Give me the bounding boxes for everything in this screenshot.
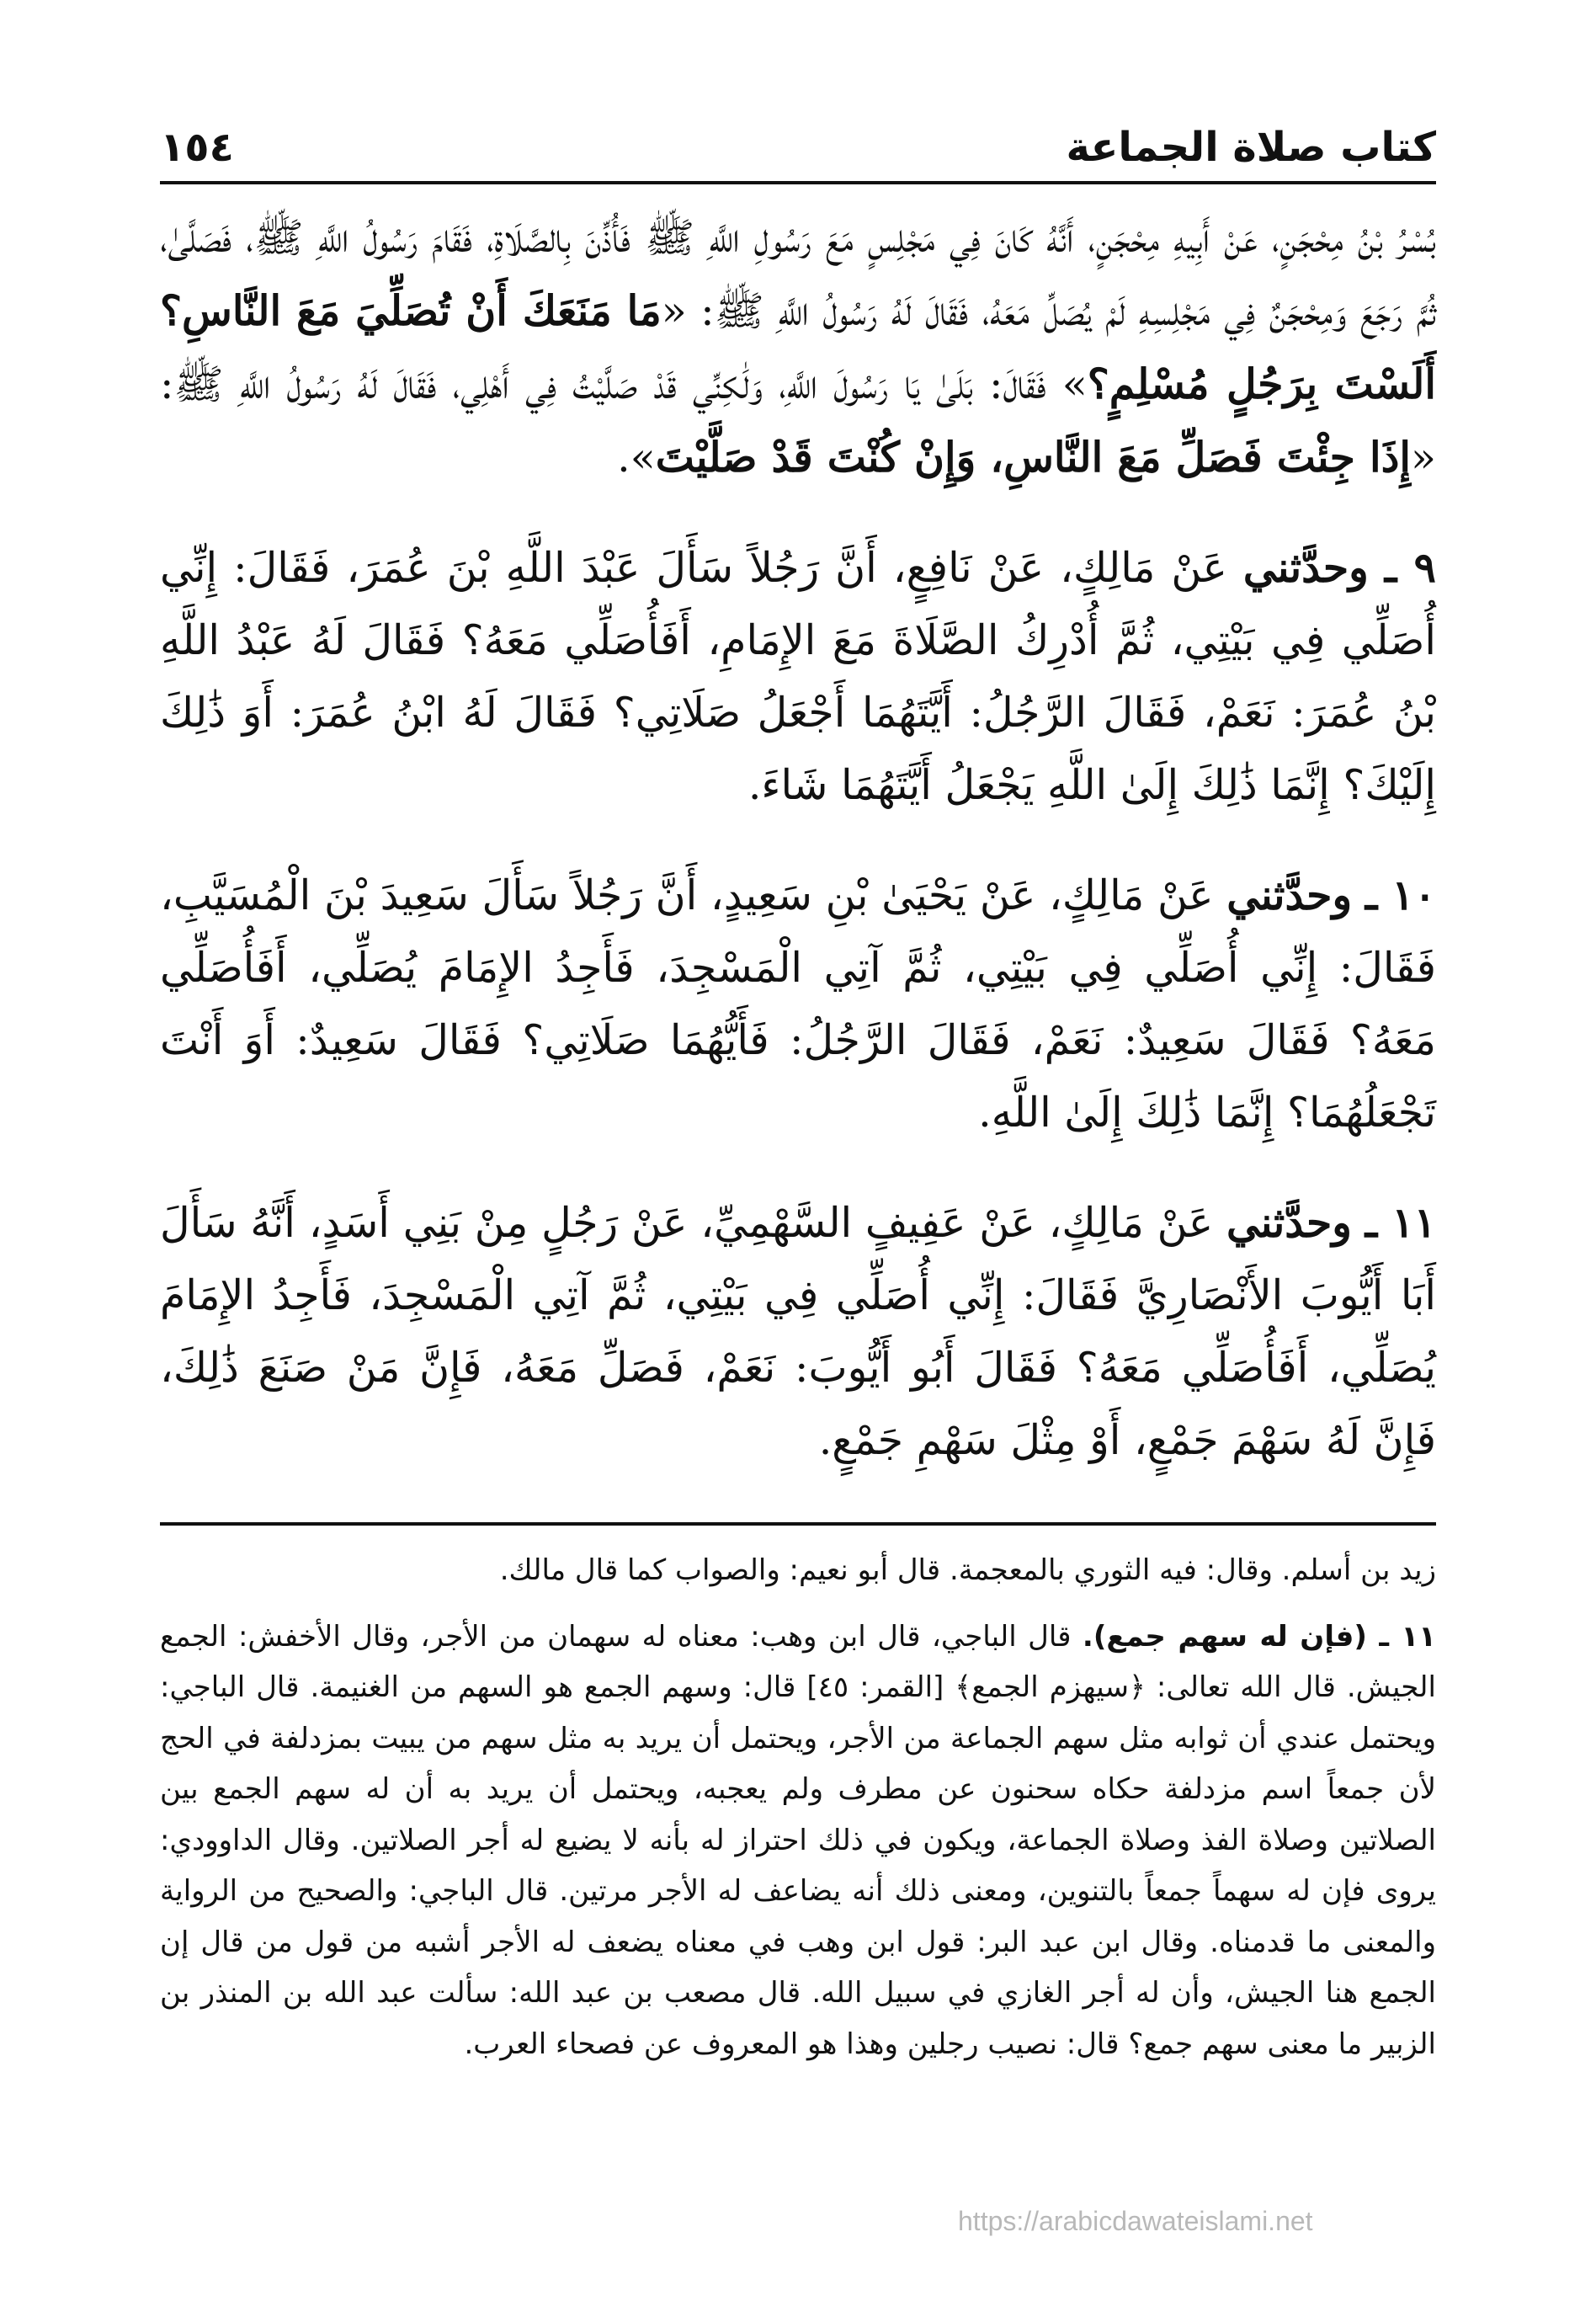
- page-header: [160, 105, 1436, 173]
- watermark-url: https://arabicdawateislami.net: [958, 2206, 1313, 2236]
- footnote-heading: ١١ ـ (فإن له سهم جمع).: [1082, 1619, 1437, 1654]
- hadith-9: [160, 531, 1436, 822]
- hadith-text: عَنْ مَالِكٍ، عَنْ يَحْيَىٰ بْنِ سَعِيدٍ، أَنَّ رَجُلاً سَأَلَ سَعِيدَ بْنَ الْمُسَيَّبِ، فَقَالَ: إِنِّي أُصَلِّي فِي بَيْتِي، ثُمَّ آتِي الْمَسْجِدَ، فَأَجِدُ الإِمَامَ يُصَلِّي، أَفَأُصَلِّي مَعَهُ؟ فَقَالَ سَعِيدٌ: نَعَمْ، فَقَالَ الرَّجُلُ: فَأَيُّهُمَا صَلَاتِي؟ فَقَالَ سَعِيدٌ: أَوَ أَنْتَ تَجْعَلُهُمَا؟ إِنَّمَا ذَٰلِكَ إِلَىٰ اللَّهِ.: [160, 871, 1436, 1137]
- prophetic-speech: إِذَا جِئْتَ فَصَلِّ مَعَ النَّاسِ، وَإِنْ كُنْتَ قَدْ صَلَّيْتَ: [655, 433, 1412, 482]
- hadith-text: ».: [617, 434, 656, 482]
- page-number: ١٥٤: [160, 124, 234, 171]
- hadith-text: عَنْ مَالِكٍ، عَنْ نَافِعٍ، أَنَّ رَجُلاً سَأَلَ عَبْدَ اللَّهِ بْنَ عُمَرَ، فَقَالَ: إِنِّي أُصَلِّي فِي بَيْتِي، ثُمَّ أُدْرِكُ الصَّلَاةَ مَعَ الإِمَامِ، أَفَأُصَلِّي مَعَهُ؟ فَقَالَ لَهُ عَبْدُ اللَّهِ بْنُ عُمَرَ: نَعَمْ، فَقَالَ الرَّجُلُ: أَيَّتَهُمَا أَجْعَلُ صَلَاتِي؟ فَقَالَ لَهُ ابْنُ عُمَرَ: أَوَ ذَٰلِكَ إِلَيْكَ؟ إِنَّمَا ذَٰلِكَ إِلَىٰ اللَّهِ يَجْعَلُ أَيَّتَهُمَا شَاءَ.: [160, 544, 1436, 809]
- hadith-11: [160, 1186, 1436, 1477]
- hadith-number: ١٠ ـ: [1365, 871, 1436, 919]
- hadith-number: ١١ ـ: [1365, 1198, 1436, 1247]
- hadith-continuation: [160, 202, 1436, 494]
- footnote-11: [160, 1611, 1436, 2070]
- hadith-text: بُسْرُ بْنُ مِحْجَنٍ، عَنْ أَبِيهِ مِحْجَنٍ، أَنَّهُ كَانَ فِي مَجْلِسٍ مَعَ رَسُولِ اللَّهِ ﷺ فَأُذِّنَ بِالصَّلَاةِ، فَقَامَ رَسُولُ اللَّهِ ﷺ، فَصَلَّىٰ، ثُمَّ رَجَعَ وَمِحْجَنٌ فِي مَجْلِسِهِ لَمْ يُصَلِّ مَعَهُ، فَقَالَ لَهُ رَسُولُ اللَّهِ ﷺ: «: [160, 214, 1436, 335]
- prophetic-speech: مَا مَنَعَكَ أَنْ تُصَلِّيَ مَعَ النَّاسِ؟ أَلَسْتَ بِرَجُلٍ مُسْلِمٍ؟: [160, 286, 1436, 408]
- footnote-text: قال الباجي، قال ابن وهب: معناه له سهمان من الأجر، وقال الأخفش: الجمع الجيش. قال الله تعالى: ﴿سيهزم الجمع﴾ [القمر: ٤٥] قال: وسهم الجمع هو السهم من الغنيمة. قال الباجي: ويحتمل عندي أن ثوابه مثل سهم الجماعة من الأجر، ويحتمل أن يريد به مثل سهم من يبيت بمزدلفة في الحج لأن جمعاً اسم مزدلفة حكاه سحنون عن مطرف ولم يعجبه، ويحتمل أن يريد به أن له سهم الجمع بين الصلاتين وصلاة الفذ وصلاة الجماعة، ويكون في ذلك احتراز له بأنه لا يضيع له أجر الصلاتين. وقال الداوودي: يروى فإن له سهماً جمعاً بالتنوين، ومعنى ذلك أنه يضاعف له الأجر مرتين. قال الباجي: والصحيح من الرواية والمعنى ما قدمناه. وقال ابن عبد البر: قول ابن وهب في معناه يضعف له الأجر أشبه من قول من قال إن الجمع هنا الجيش، وأن له أجر الغازي في سبيل الله. قال مصعب بن عبد الله: سألت عبد الله بن المنذر بن الزبير ما معنى سهم جمع؟ قال: نصيب رجلين وهذا هو المعروف عن فصحاء العرب.: [160, 1619, 1436, 2061]
- hadith-10: [160, 859, 1436, 1149]
- narration-lead: وحدَّثني: [1226, 1198, 1352, 1247]
- hadith-text: » فَقَالَ: بَلَىٰ يَا رَسُولَ اللَّهِ، وَلَٰكِنِّي قَدْ صَلَّيْتُ فِي أَهْلِي، فَقَالَ لَهُ رَسُولُ اللَّهِ ﷺ: «: [160, 360, 1436, 482]
- running-title: كتاب صلاة الجماعة: [1066, 124, 1436, 171]
- narration-lead: وحدَّثني: [1226, 871, 1353, 919]
- main-text: [160, 202, 1436, 1514]
- hadith-text: عَنْ مَالِكٍ، عَنْ عَفِيفٍ السَّهْمِيِّ، عَنْ رَجُلٍ مِنْ بَنِي أَسَدٍ، أَنَّهُ سَأَلَ أَبَا أَيُّوبَ الأَنْصَارِيَّ فَقَالَ: إِنِّي أُصَلِّي فِي بَيْتِي، ثُمَّ آتِي الْمَسْجِدَ، فَأَجِدُ الإِمَامَ يُصَلِّي، أَفَأُصَلِّي مَعَهُ؟ فَقَالَ أَبُو أَيُّوبَ: نَعَمْ، فَصَلِّ مَعَهُ، فَإِنَّ مَنْ صَنَعَ ذَٰلِكَ، فَإِنَّ لَهُ سَهْمَ جَمْعٍ، أَوْ مِثْلَ سَهْمِ جَمْعٍ.: [160, 1199, 1436, 1464]
- header-rule: [160, 181, 1436, 184]
- footnote-continuation: زيد بن أسلم. وقال: فيه الثوري بالمعجمة. قال أبو نعيم: والصواب كما قال مالك.: [499, 1553, 1436, 1587]
- hadith-number: ٩ ـ: [1384, 543, 1436, 592]
- narration-lead: وحدَّثني: [1242, 543, 1369, 592]
- footnotes: [160, 1545, 1436, 2085]
- footnote-rule: [160, 1522, 1436, 1526]
